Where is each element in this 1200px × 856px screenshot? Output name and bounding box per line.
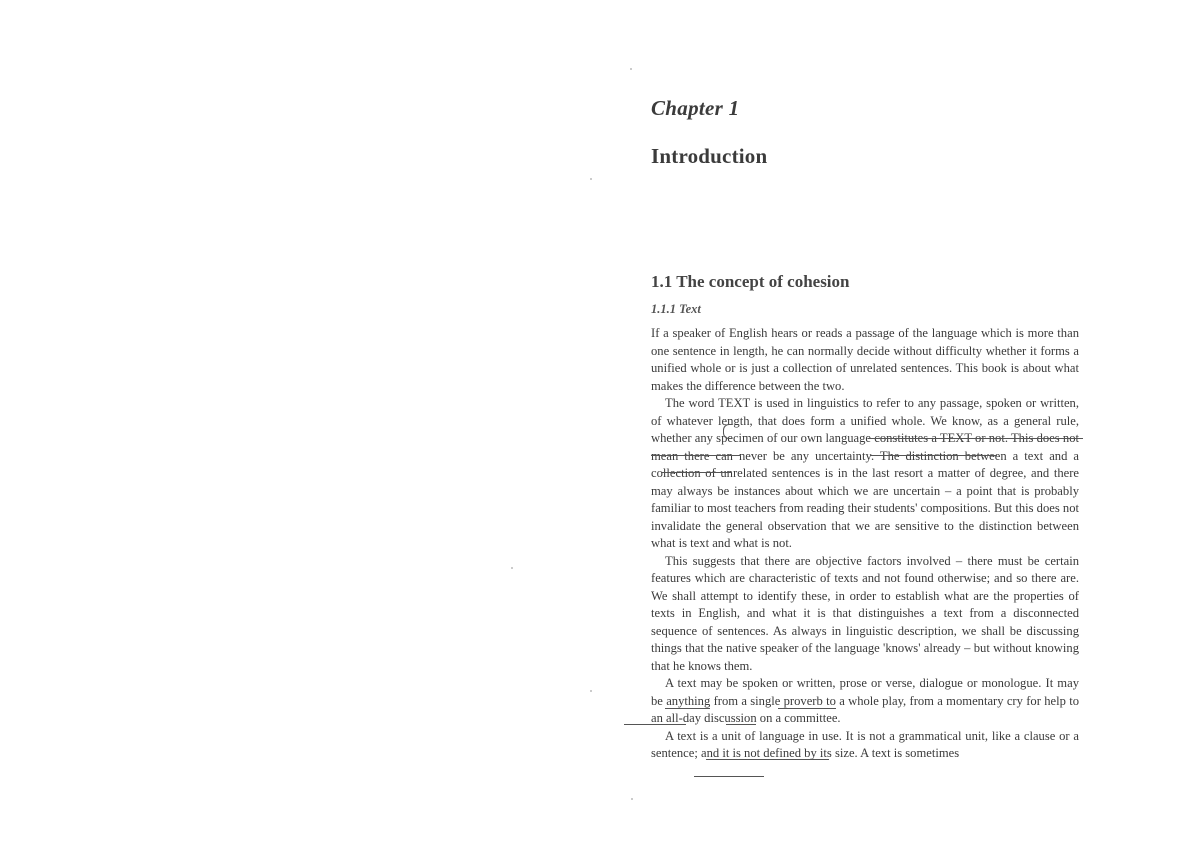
scan-speck bbox=[590, 690, 592, 692]
subsection-heading: 1.1.1 Text bbox=[651, 302, 701, 316]
pen-underline bbox=[662, 472, 732, 473]
paragraph-2: The word TEXT is used in linguistics to refer to any passage, spoken or written, of whatever length, that does form a unified whole. We know, as a general rule, whether any specimen of our own language constitutes a TEXT or not. This does not mean there can never be any uncertainty. The distinction between a text and a collection of unrelated sentences is in the last resort a matter of degree, and there may always be instances about which we are uncertain – a point that is probably familiar to most teachers from reading their students' compositions. But this does not invalidate the general observation that we are sensitive to the distinction between what is text and what is not. bbox=[651, 396, 1079, 550]
pen-underline bbox=[870, 455, 997, 456]
pen-underline bbox=[706, 759, 829, 760]
scan-speck bbox=[511, 567, 513, 569]
paragraph-3: This suggests that there are objective factors involved – there must be certain features which are characteristic of texts and not found otherwise; and so there are. We shall attempt to identify these, in order to establish what are the properties of texts in English, and what it is that distinguishes a text from a disconnected sequence of sentences. As always in linguistic description, we shall be discussing things that the native speaker of the language 'knows' already – but without knowing that he knows them. bbox=[651, 553, 1079, 673]
chapter-title: Introduction bbox=[651, 144, 768, 168]
body-text bbox=[651, 325, 1079, 763]
pen-underline bbox=[726, 724, 756, 725]
pen-underline bbox=[624, 724, 686, 725]
paragraph-5: A text is a unit of language in use. It is not a grammatical unit, like a clause or a sentence; and it is not defined by its size. A text is sometimes bbox=[651, 728, 1079, 760]
pen-underline bbox=[778, 708, 836, 709]
pen-underline bbox=[694, 776, 764, 777]
pen-underline bbox=[651, 455, 741, 456]
pen-annotation-bracket bbox=[723, 424, 732, 439]
scan-speck bbox=[630, 68, 632, 70]
paragraph-4: A text may be spoken or written, prose or verse, dialogue or monologue. It may be anything from a single proverb to a whole play, from a momentary cry for help to an all-day discussion on a committee. bbox=[651, 676, 1079, 725]
section-heading: 1.1 The concept of cohesion bbox=[651, 272, 850, 291]
paragraph-1: If a speaker of English hears or reads a passage of the language which is more than one sentence in length, he can normally decide without difficulty whether it forms a unified whole or is just a collection of unrelated sentences. This book is about what makes the difference between the two. bbox=[651, 326, 1079, 393]
chapter-label: Chapter 1 bbox=[651, 96, 740, 120]
pen-underline bbox=[868, 438, 1083, 439]
pen-underline bbox=[665, 708, 710, 709]
scan-speck bbox=[631, 798, 633, 800]
scan-speck bbox=[590, 178, 592, 180]
